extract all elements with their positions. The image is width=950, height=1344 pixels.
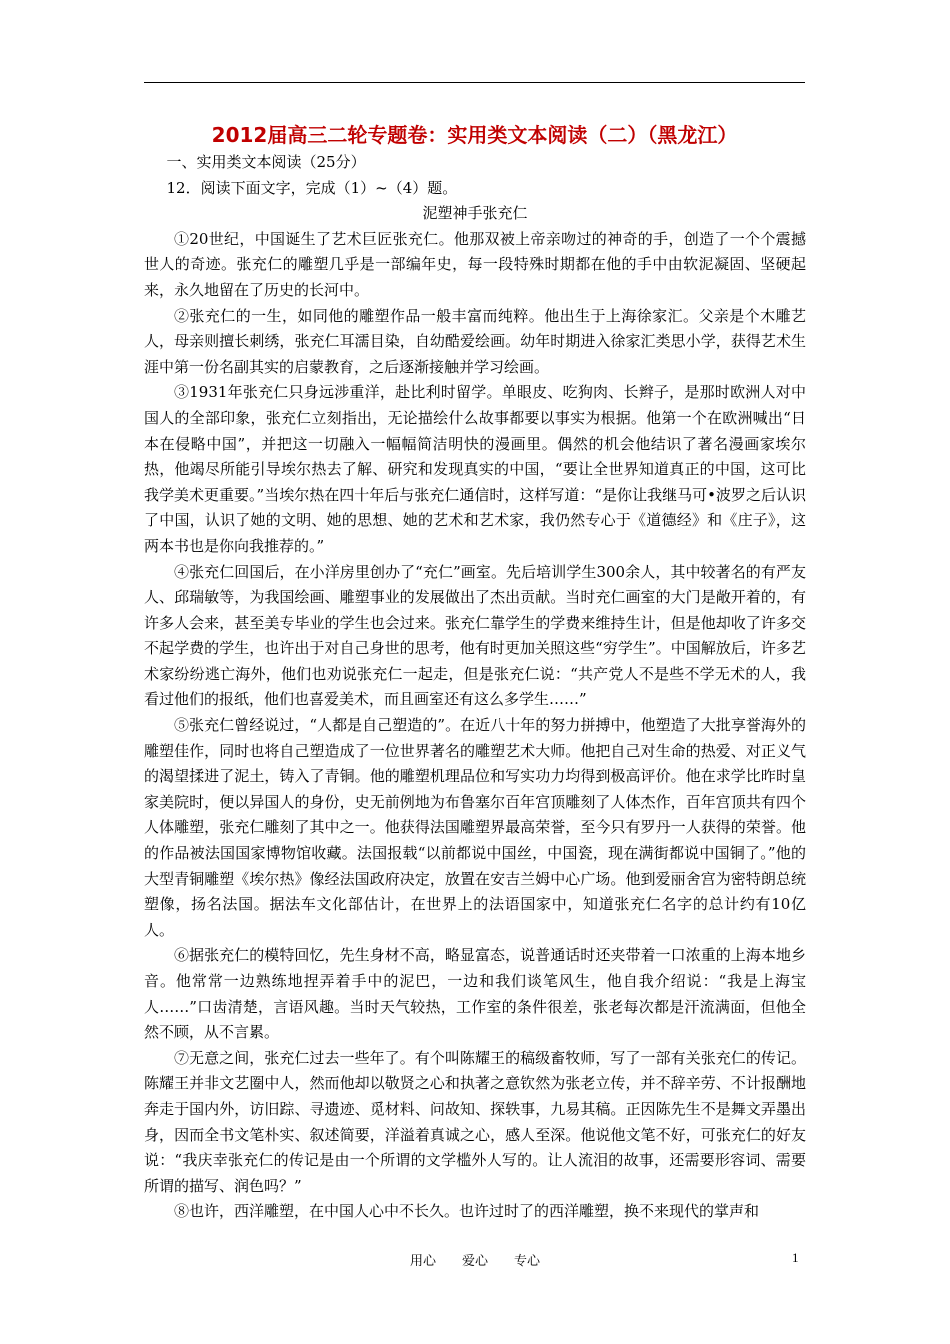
section-heading: 一、实用类文本阅读（25分） [166, 153, 366, 171]
paragraph-1: ①20世纪，中国诞生了艺术巨匠张充仁。他那双被上帝亲吻过的神奇的手，创造了一个个震撼世人的奇迹。张充仁的雕塑几乎是一部编年史，每一段特殊时期都在他的手中由软泥凝固、坚硬起来，永久地留在了历史的长河中。 [144, 229, 806, 299]
paragraph-7: ⑦无意之间，张充仁过去一些年了。有个叫陈耀王的稿级畜牧师，写了一部有关张充仁的传记。陈耀王并非文艺圈中人，然而他却以敬贤之心和执著之意钦然为张老立传，并不辞辛劳、不计报酬地奔走于国内外，访旧踪、寻遗迹、觅材料、问故知、探轶事，九易其稿。正因陈先生不是舞文弄墨出身，因而全书文笔朴实、叙述简要，洋溢着真诚之心，感人至深。他说他文笔不好，可张充仁的好友说：“我庆幸张充仁的传记是由一个所谓的文学槛外人写的。让人流泪的故事，还需要形容词、需要所谓的描写、润色吗？” [144, 1048, 806, 1195]
header-rule [144, 82, 805, 83]
page-number: 1 [792, 1250, 799, 1265]
question-instruction: 12．阅读下面文字，完成（1）~（4）题。 [166, 178, 458, 197]
page-title: 2012届高三二轮专题卷：实用类文本阅读（二）（黑龙江） [211, 123, 738, 147]
paragraph-6: ⑥据张充仁的模特回忆，先生身材不高，略显富态，说普通话时还夹带着一口浓重的上海本地乡音。他常常一边熟练地捏弄着手中的泥巴，一边和我们谈笔风生，他自我介绍说：“我是上海宝人……”口齿清楚，言语风趣。当时天气较热，工作室的条件很差，张老每次都是汗流满面，但他全然不顾，从不言累。 [144, 946, 806, 1042]
footer-motto: 用心 爱心 专心 [409, 1254, 540, 1269]
paragraph-2: ②张充仁的一生，如同他的雕塑作品一般丰富而纯粹。他出生于上海徐家汇。父亲是个木雕艺人，母亲则擅长刺绣，张充仁耳濡目染，自幼酷爱绘画。幼年时期进入徐家汇类思小学，获得艺术生涯中第一份名副其实的启蒙教育，之后逐渐接触并学习绘画。 [144, 306, 806, 376]
paragraph-4: ④张充仁回国后，在小洋房里创办了“充仁”画室。先后培训学生300余人，其中较著名的有严友人、邱瑞敏等，为我国绘画、雕塑事业的发展做出了杰出贡献。当时充仁画室的大门是敞开着的，有许多人会来，甚至美专毕业的学生也会过来。张充仁靠学生的学费来维持生计，但是他却收了许多交不起学费的学生，也许出于对自己身世的思考，他有时更加关照这些“穷学生”。中国解放后，许多艺术家纷纷逃亡海外，他们也劝说张充仁一起走，但是张充仁说：“共产党人不是些不学无术的人，我看过他们的报纸，他们也喜爱美术，而且画室还有这么多学生……” [144, 562, 806, 709]
paragraph-3: ③1931年张充仁只身远涉重洋，赴比利时留学。单眼皮、吃狗肉、长辫子，是那时欧洲人对中国人的全部印象，张充仁立刻指出，无论描绘什么故事都要以事实为根据。他第一个在欧洲喊出“日本在侵略中国”，并把这一切融入一幅幅简洁明快的漫画里。偶然的机会他结识了著名漫画家埃尔热，他竭尽所能引导埃尔热去了解、研究和发现真实的中国，“要让全世界知道真正的中国，这可比我学美术更重要。”当埃尔热在四十年后与张充仁通信时，这样写道：“是你让我继马可•波罗之后认识了中国，认识了她的文明、她的思想、她的艺术和艺术家，我仍然专心于《道德经》和《庄子》，这两本书也是你向我推荐的。” [144, 383, 806, 555]
paragraph-5: ⑤张充仁曾经说过，“人都是自己塑造的”。在近八十年的努力拼搏中，他塑造了大批享誉海外的雕塑佳作，同时也将自己塑造成了一位世界著名的雕塑艺术大师。他把自己对生命的热爱、对正义气的渴望揉进了泥土，铸入了青铜。他的雕塑机理品位和写实功力均得到极高评价。他在求学比昨时皇家美院时，便以异国人的身份，史无前例地为布鲁塞尔百年宫顶雕刻了人体杰作，百年宫顶共有四个人体雕塑，张充仁雕刻了其中之一。他获得法国雕塑界最高荣誉，至今只有罗丹一人获得的荣誉。他的作品被法国国家博物馆收藏。法国报载“以前都说中国丝，中国瓷，现在满街都说中国铜了。”他的大型青铜雕塑《埃尔热》像经法国政府决定，放置在安吉兰姆中心广场。他到爱丽舍宫为密特朗总统塑像，扬名法国。据法车文化部估计，在世界上的法语国家中，知道张充仁名字的总计约有10亿人。 [144, 716, 806, 939]
paragraph-8: ⑧也许，西洋雕塑，在中国人心中不长久。也许过时了的西洋雕塑，换不来现代的掌声和 [174, 1202, 760, 1221]
article-title: 泥塑神手张充仁 [422, 204, 528, 223]
document-body [144, 150, 806, 1225]
